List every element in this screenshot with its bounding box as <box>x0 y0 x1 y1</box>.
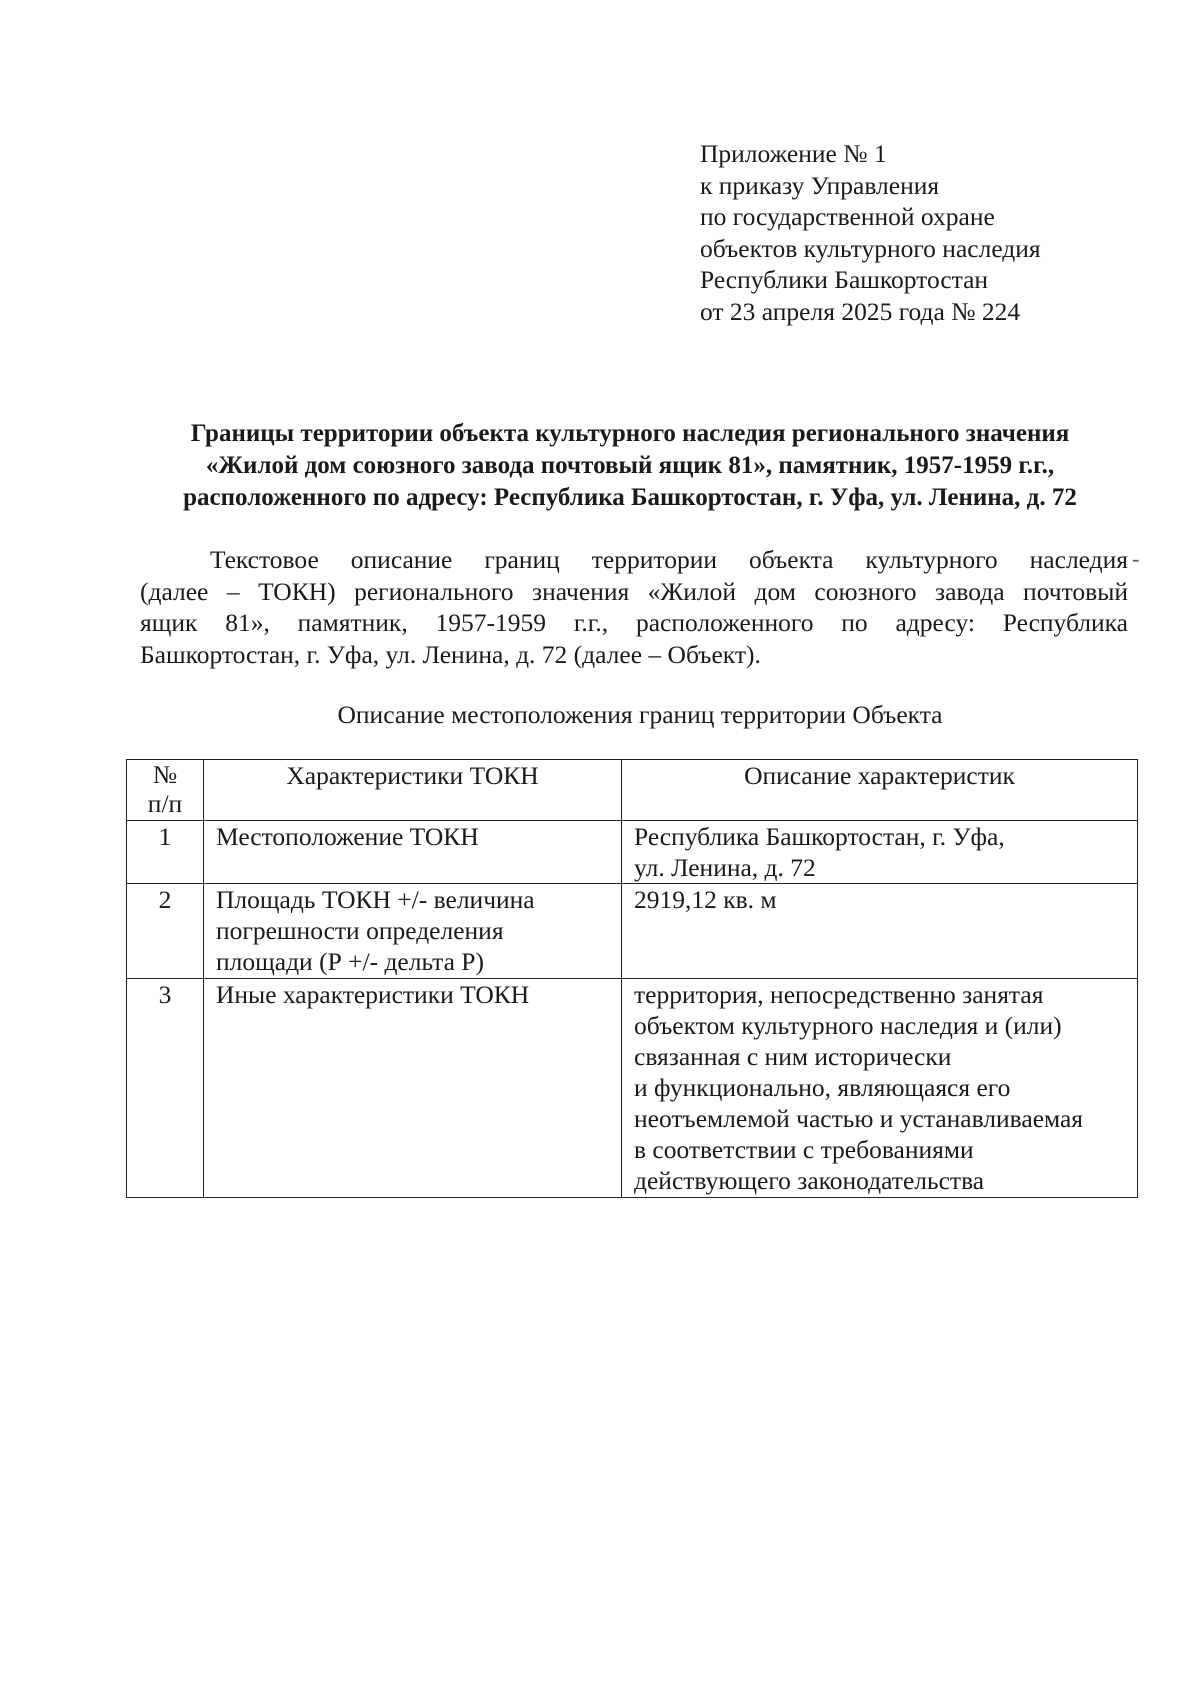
margin-mark: - <box>1132 546 1140 571</box>
header-num-symbol: № <box>152 760 178 789</box>
appendix-line: к приказу Управления <box>700 170 940 200</box>
row-characteristic <box>204 979 622 1198</box>
cell-line: неотъемлемой частью и устанавливаемая <box>634 1104 1084 1133</box>
row-number: 2 <box>127 884 204 979</box>
cell-line: и функционально, являющаяся его <box>634 1073 1011 1102</box>
table-row <box>127 821 1138 884</box>
title-line: расположенного по адресу: Республика Башкортостан, г. Уфа, ул. Ленина, д. 72 <box>183 484 1077 511</box>
appendix-line: от 23 апреля 2025 года № 224 <box>700 296 1021 326</box>
cell-line: Республика Башкортостан, г. Уфа, <box>634 822 1005 851</box>
row-characteristic <box>204 884 622 979</box>
row-number: 3 <box>127 979 204 1198</box>
paragraph-line: ящик 81», памятник, 1957-1959 г.г., расположенного по адресу: Республика <box>140 608 1128 637</box>
appendix-line: Республики Башкортостан <box>700 265 989 294</box>
cell-line: Местоположение ТОКН <box>216 822 479 851</box>
title-line: «Жилой дом союзного завода почтовый ящик 81», памятник, 1957-1959 г.г., <box>205 452 1055 479</box>
appendix-line: по государственной охране <box>700 202 995 231</box>
table-header-row <box>127 760 1138 821</box>
appendix-line: объектов культурного наследия <box>700 233 1041 263</box>
row-number: 1 <box>127 821 204 884</box>
cell-line: площади (Р +/- дельта Р) <box>216 947 484 976</box>
header-num-label: п/п <box>147 789 183 818</box>
row-description <box>622 884 1138 979</box>
table-caption: Описание местоположения границ территории Объекта <box>337 700 943 729</box>
cell-line: территория, непосредственно занятая <box>634 980 1044 1009</box>
document-title <box>120 418 1140 514</box>
cell-line: 2919,12 кв. м <box>634 885 777 914</box>
header-num <box>127 760 204 821</box>
cell-line: объектом культурного наследия и (или) <box>634 1011 1062 1040</box>
appendix-line: Приложение № 1 <box>700 139 887 168</box>
cell-line: действующего законодательства <box>634 1166 985 1195</box>
table-row <box>127 979 1138 1198</box>
cell-line: ул. Ленина, д. 72 <box>634 853 816 882</box>
table-row <box>127 884 1138 979</box>
paragraph-line: Башкортостан, г. Уфа, ул. Ленина, д. 72 (далее – Объект). <box>140 639 761 669</box>
cell-line: погрешности определения <box>216 916 504 945</box>
row-description <box>622 979 1138 1198</box>
cell-line: связанная с ним исторически <box>634 1042 952 1071</box>
title-line: Границы территории объекта культурного наследия регионального значения <box>190 420 1070 447</box>
characteristics-table <box>126 759 1138 1198</box>
cell-line: Площадь ТОКН +/- величина <box>216 885 535 914</box>
description-paragraph <box>140 544 1128 670</box>
header-characteristic: Характеристики ТОКН <box>204 760 622 821</box>
cell-line: Иные характеристики ТОКН <box>216 980 530 1009</box>
row-characteristic <box>204 821 622 884</box>
paragraph-line: (далее – ТОКН) регионального значения «Жилой дом союзного завода почтовый <box>140 576 1128 606</box>
paragraph-line: Текстовое описание границ территории объекта культурного наследия <box>210 545 1128 574</box>
row-description <box>622 821 1138 884</box>
header-description: Описание характеристик <box>622 760 1138 821</box>
appendix-block <box>700 138 1041 327</box>
cell-line: в соответствии с требованиями <box>634 1135 974 1164</box>
